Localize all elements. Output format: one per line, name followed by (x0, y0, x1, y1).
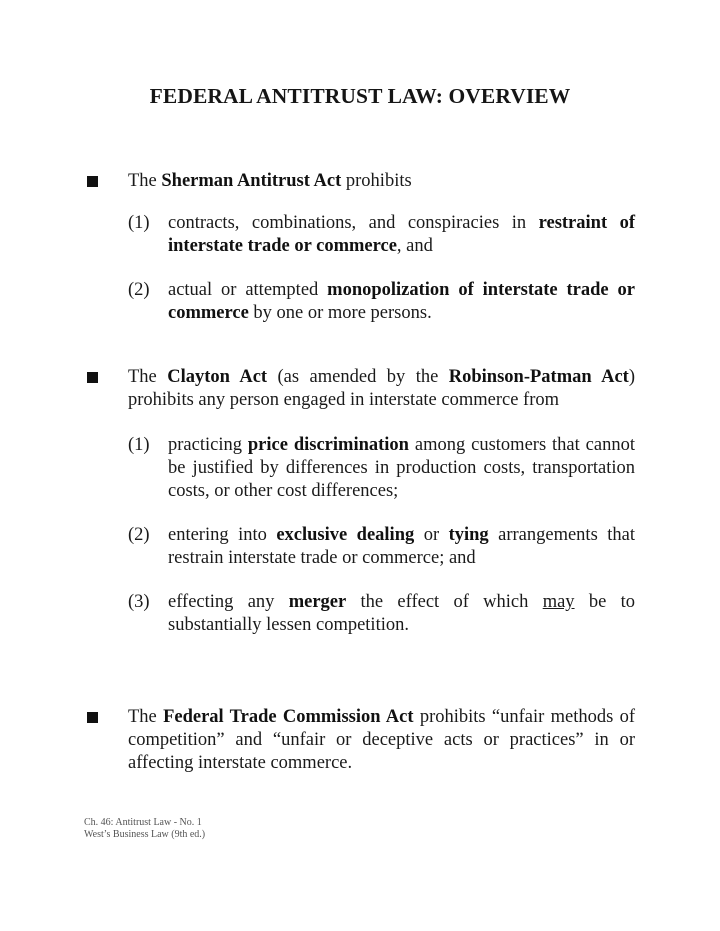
list-item (128, 524, 635, 570)
list-item (128, 591, 635, 637)
text-run: among customers that cannot be justified by differences in production costs, transportation costs, or other cost differences; (168, 435, 635, 501)
black-square-icon (87, 372, 98, 383)
item-number: (2) (128, 525, 150, 545)
item-text (168, 279, 635, 325)
item-text (168, 434, 635, 503)
text-run: The (128, 171, 162, 191)
text-run: The (128, 707, 164, 727)
item-number: (1) (128, 435, 150, 455)
section-lead (128, 366, 635, 412)
section-lead (128, 170, 635, 193)
list-item (128, 212, 635, 258)
page-title: FEDERAL ANTITRUST LAW: OVERVIEW (149, 84, 571, 108)
emphasis-term: price discrimination (247, 435, 409, 455)
emphasis-term: Clayton Act (167, 367, 268, 387)
emphasis-term: Robinson-Patman Act (448, 367, 629, 387)
item-number: (3) (128, 592, 150, 612)
text-run: prohibits (341, 171, 412, 191)
black-square-icon (87, 712, 98, 723)
item-number: (2) (128, 280, 150, 300)
footer (84, 817, 205, 841)
text-run: be to substantially lessen competition. (168, 592, 635, 635)
item-number: (1) (128, 213, 150, 233)
black-square-icon (87, 176, 98, 187)
footer-source: West’s Business Law (9th ed.) (84, 829, 206, 840)
text-run: The (128, 367, 168, 387)
section-lead (128, 706, 635, 775)
emphasis-term: Sherman Antitrust Act (161, 171, 342, 191)
text-run: prohibits “unfair methods of competition” and “unfair or deceptive acts or practices” in or affecting interstate commerce. (128, 707, 635, 773)
text-run: the effect of which (346, 592, 543, 612)
text-run: ) prohibits any person engaged in interstate commerce from (128, 367, 635, 410)
text-run: actual or attempted (168, 280, 328, 300)
item-text (168, 524, 635, 570)
underlined-term: may (542, 592, 575, 612)
text-run: , and (396, 236, 433, 256)
emphasis-term: monopolization of interstate trade or commerce (168, 280, 635, 323)
text-run: (as amended by the (267, 367, 449, 387)
section-clayton-act (87, 366, 635, 637)
section-sherman-act (87, 170, 635, 325)
emphasis-term: merger (288, 592, 347, 612)
text-run: practicing (168, 435, 248, 455)
emphasis-term: Federal Trade Commission Act (163, 707, 414, 727)
item-text (168, 212, 635, 258)
emphasis-term: restraint of interstate trade or commerce (168, 213, 635, 256)
footer-chapter: Ch. 46: Antitrust Law - No. 1 (84, 817, 202, 828)
item-text (168, 591, 635, 637)
text-run: arrangements that restrain interstate trade or commerce; and (168, 525, 635, 568)
list-item (128, 279, 635, 325)
text-run: effecting any (168, 592, 289, 612)
text-run: entering into (168, 525, 277, 545)
text-run: contracts, combinations, and conspiracies in (168, 213, 539, 233)
list-item (128, 434, 635, 503)
text-run: or (414, 525, 449, 545)
section-ftc-act (87, 706, 635, 775)
emphasis-term: tying (448, 525, 489, 545)
emphasis-term: exclusive dealing (276, 525, 415, 545)
text-run: by one or more persons. (248, 303, 432, 323)
